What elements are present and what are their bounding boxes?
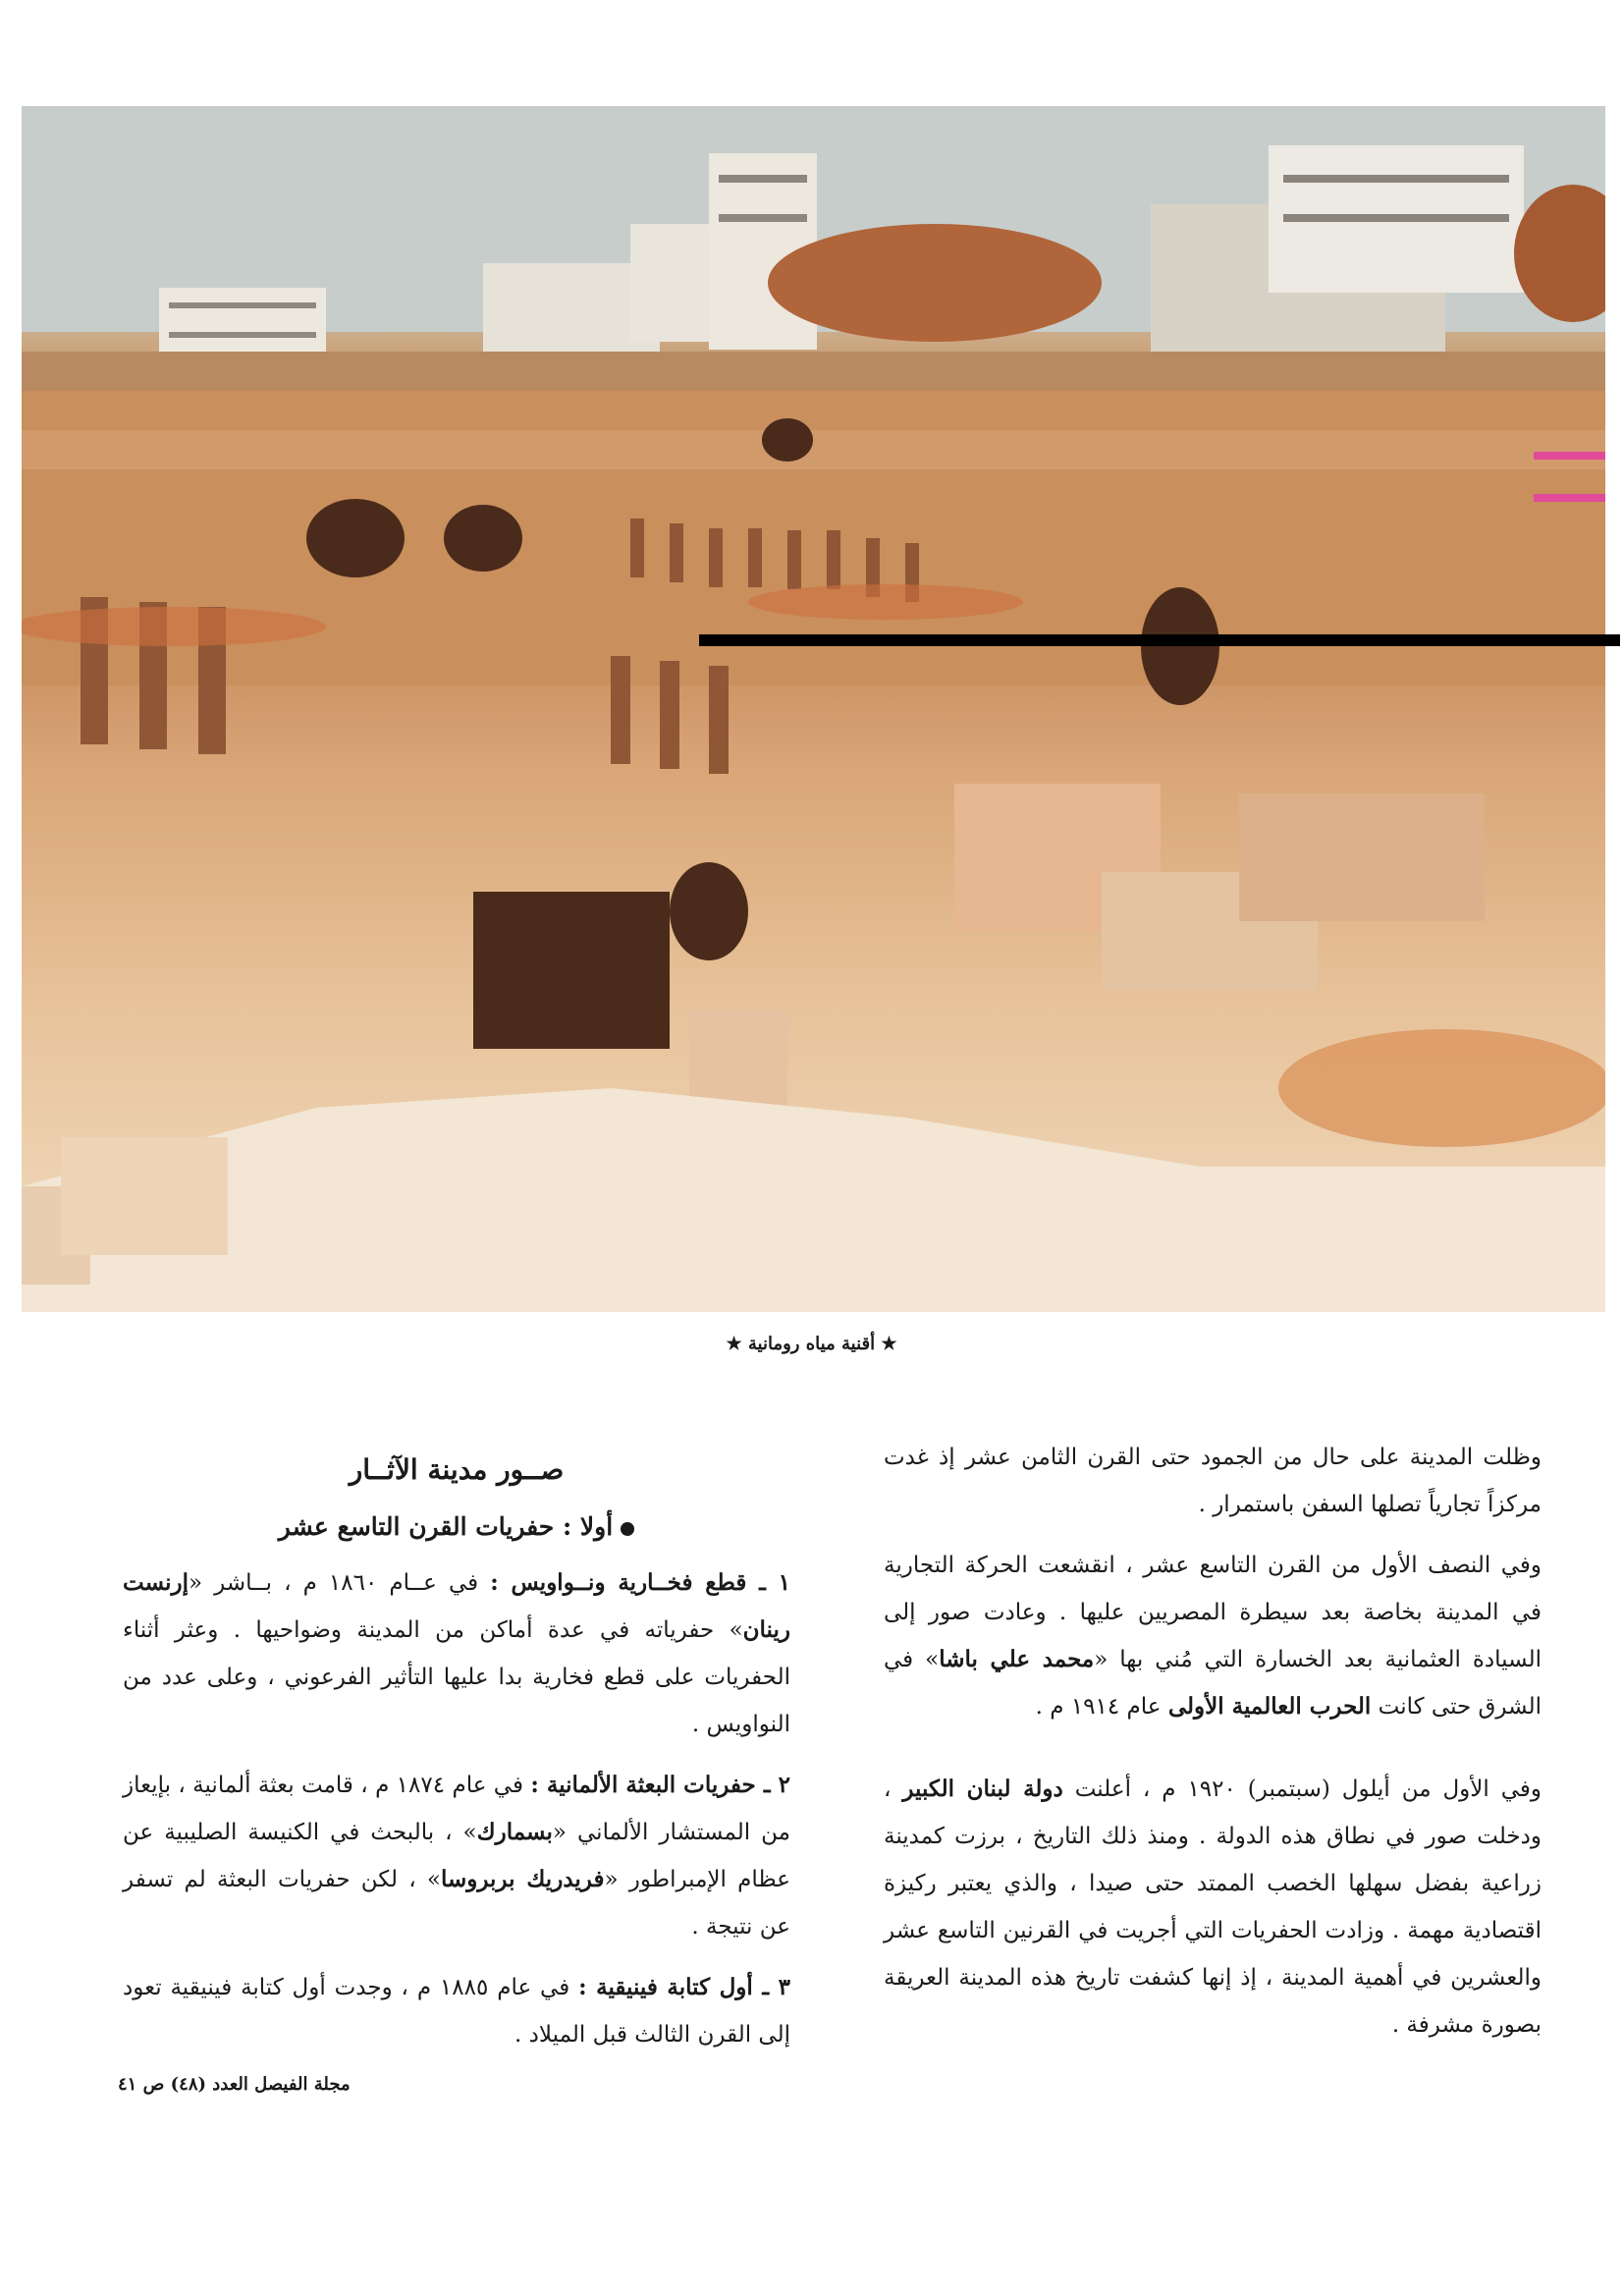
- item-1-title: ١ ـ قطع فخــارية ونــواويس :: [490, 1569, 791, 1596]
- greater-lebanon-label: دولة لبنان الكبير: [902, 1776, 1063, 1802]
- paragraph-2-text-c: عام ١٩١٤ م .: [1035, 1694, 1168, 1720]
- ww1-label: الحرب العالمية الأولى: [1167, 1693, 1372, 1720]
- paragraph-3-text-a: وفي الأول من أيلول (سبتمبر) ١٩٢٠ م ، أعلنت: [1062, 1777, 1542, 1802]
- left-column: [123, 1444, 790, 2072]
- item-2-text-c: » ، لكن حفريات البعثة لم تسفر عن نتيجة .: [123, 1867, 790, 1940]
- paragraph-2-text-b: » في الشرق حتى كانت: [884, 1647, 1542, 1720]
- item-1-text-a: في عــام ١٨٦٠ م ، بــاشر «: [189, 1570, 491, 1596]
- right-column: [884, 1434, 1542, 2062]
- bullet-icon: [621, 1522, 634, 1536]
- item-1-text-b: » حفرياته في عدة أماكن من المدينة وضواحيها . وعثر أثناء الحفريات على قطع فخارية بدا عليها التأثير الفرعوني ، وعلى عدد من النواويس .: [123, 1617, 790, 1737]
- item-3-text-a: في عام ١٨٨٥ م ، وجدت أول كتابة فينيقية تعود إلى القرن الثالث قبل الميلاد .: [123, 1975, 790, 2048]
- item-1: [123, 1559, 790, 1748]
- section-subheading: [123, 1501, 790, 1554]
- photo-caption: ★ أقنية مياه رومانية ★: [726, 1334, 897, 1354]
- person-name-barbarossa: فريدريك بربروسا: [440, 1866, 605, 1892]
- item-3-title: ٣ ـ أول كتابة فينيقية :: [578, 1974, 790, 2000]
- item-2-text-a: في عام ١٨٧٤ م ، قامت بعثة ألمانية ، بإيعاز من المستشار الألماني «: [123, 1773, 790, 1845]
- ruins-photo: [22, 106, 1605, 1312]
- item-3: [123, 1964, 790, 2058]
- item-2-title: ٢ ـ حفريات البعثة الألمانية :: [530, 1772, 790, 1798]
- paragraph-3-text-b: ، ودخلت صور في نطاق هذه الدولة . ومنذ ذلك التاريخ ، برزت كمدينة زراعية بفضل سهلها الخصب الممتد حتى صيدا ، والذي يعتبر ركيزة اقتصادية مهمة . وزادت الحفريات التي أجريت في القرنين التاسع عشر والعشرين في أهمية المدينة ، إذ إنها كشفت تاريخ هذه المدينة العريقة بصورة مشرفة .: [884, 1777, 1542, 2038]
- section-heading: صــور مدينة الآثــار: [349, 1453, 565, 1486]
- paragraph-1: وظلت المدينة على حال من الجمود حتى القرن الثامن عشر إذ غدت مركزاً تجارياً تصلها السفن باستمرار .: [884, 1445, 1542, 1517]
- scan-artifact-line: [699, 634, 1620, 646]
- subheading-text: أولا : حفريات القرن التاسع عشر: [278, 1512, 614, 1541]
- item-2-text-b: » ، بالبحث في الكنيسة الصليبية عن عظام الإمبراطور «: [123, 1820, 790, 1892]
- paragraph-3: [884, 1766, 1542, 2049]
- person-name-mohammed-ali: محمد علي باشا: [939, 1646, 1095, 1672]
- paragraph-2-text-a: وفي النصف الأول من القرن التاسع عشر ، انقشعت الحركة التجارية في المدينة بخاصة بعد سيطرة المصريين عليها . وعادت صور إلى السيادة العثمانية بعد الخسارة التي مُني بها «: [884, 1553, 1542, 1672]
- paragraph-2: [884, 1542, 1542, 1730]
- page-footer: مجلة الفيصل العدد (٤٨) ص ٤١: [118, 2074, 351, 2095]
- person-name-bismarck: بسمارك: [476, 1819, 553, 1845]
- item-2: [123, 1762, 790, 1950]
- person-name-renan: إرنست رينان: [123, 1569, 790, 1643]
